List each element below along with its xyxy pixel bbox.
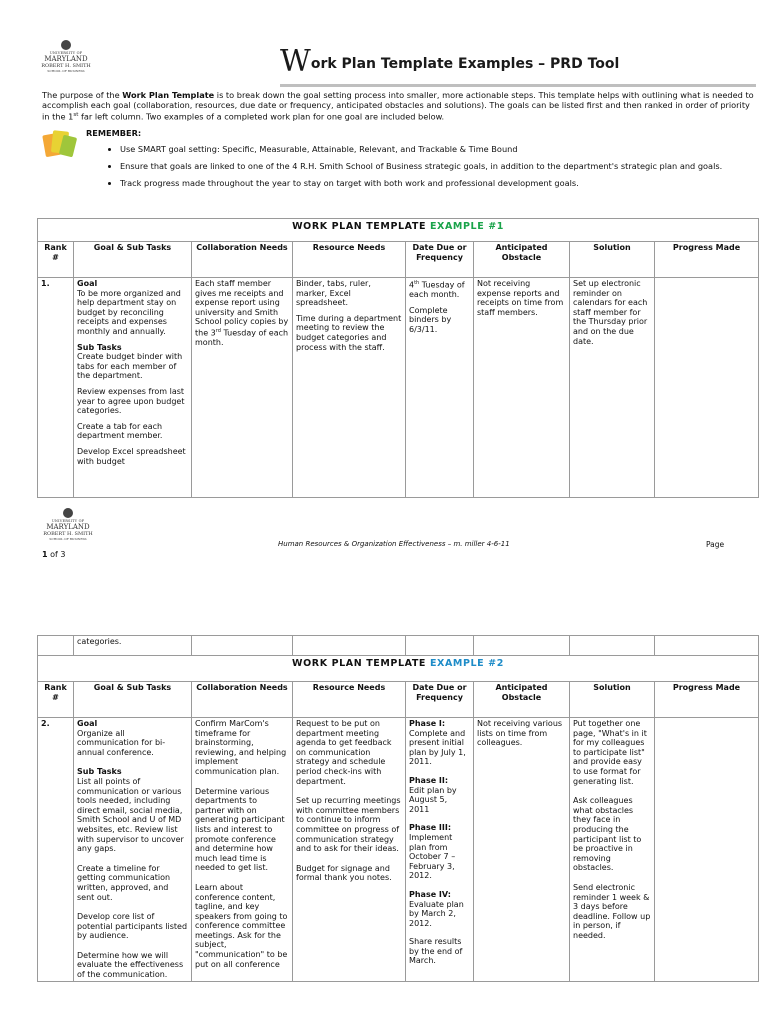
work-plan-table-example-2 — [37, 635, 759, 982]
title-rule — [280, 84, 756, 87]
table-title: WORK PLAN TEMPLATE EXAMPLE #2 — [38, 656, 759, 682]
solution-cell: Set up electronic reminder on calendars for each staff member for the Thursday prior and on the due date. — [570, 278, 655, 498]
column-header: Progress Made — [655, 682, 759, 718]
obstacle-cell: Not receiving various lists on time from colleagues. — [474, 718, 570, 982]
footer-text: Human Resources & Organization Effectiveness – m. miller 4-6-11 — [278, 540, 510, 548]
collaboration-cell: Each staff member gives me receipts and expense report using university and Smith School policy copies by the 3rd Tuesday of each month. — [192, 278, 293, 498]
rank-cell: 1. — [38, 278, 74, 498]
column-header: Solution — [570, 682, 655, 718]
rank-cell: 2. — [38, 718, 74, 982]
progress-cell — [655, 278, 759, 498]
column-header: Collaboration Needs — [192, 682, 293, 718]
remember-label: REMEMBER: — [86, 128, 142, 138]
column-header: Solution — [570, 242, 655, 278]
column-header: Date Due or Frequency — [406, 682, 474, 718]
intro-paragraph: The purpose of the Work Plan Template is to break down the goal setting process into smaller, more actionable steps. This template helps with outlining what is needed to accomplish each goal (collaboration, resources, due date or frequency, anticipated obstacles and solutions). The goals can be listed first and then ranked in order of priority in the 1st far left column. Two examples of a completed work plan for one goal are included below. — [42, 90, 754, 122]
column-header: Rank # — [38, 682, 74, 718]
table-row-continued — [38, 636, 759, 656]
footer-page-label: Page — [706, 540, 725, 549]
continued-cell: categories. — [74, 636, 192, 656]
column-header: Resource Needs — [293, 242, 406, 278]
table-row — [38, 278, 759, 498]
column-header: Goal & Sub Tasks — [74, 682, 192, 718]
footer-logo: UNIVERSITY OF MARYLAND ROBERT H. SMITH SCHOOL OF BUSINESS — [42, 508, 94, 541]
obstacle-cell: Not receiving expense reports and receipts on time from staff members. — [474, 278, 570, 498]
remember-list — [100, 144, 768, 195]
goal-cell: Goal To be more organized and help department stay on budget by reconciling receipts and expenses monthly and annually. Sub Tasks Create budget binder with tabs for each member of the department. Review expenses from last year to agree upon budget categories. Create a tab for each department member. Develop Excel spreadsheet with budget — [74, 278, 192, 498]
column-header: Progress Made — [655, 242, 759, 278]
list-item: • Ensure that goals are linked to one of the 4 R.H. Smith School of Business strategic goals, in addition to the department's strategic plan and goals. — [120, 161, 768, 171]
column-header: Rank # — [38, 242, 74, 278]
page-gap — [0, 575, 768, 630]
progress-cell — [655, 718, 759, 982]
date-cell: 4th Tuesday of each month. Complete binders by 6/3/11. — [406, 278, 474, 498]
goal-cell: Goal Organize all communication for bi-annual conference. Sub Tasks List all points of communication or various tools needed, including direct email, social media, Smith School and U of MD websites, etc. Review list with supervisor to uncover any gaps. Create a timeline for getting communication written, approved, and sent out. Develop core list of potential participants listed by audience. Determine how we will evaluate the effectiveness of the communication. — [74, 718, 192, 982]
column-header: Resource Needs — [293, 682, 406, 718]
work-plan-table-example-1 — [37, 218, 759, 498]
solution-cell: Put together one page, "What's in it for my colleagues to participate list" and provide easy to use format for generating list. Ask colleagues what obstacles they face in producing the participant list to be proactive in removing obstacles. Send electronic reminder 1 week & 3 days before deadline. Follow up in person, if needed. — [570, 718, 655, 982]
resource-cell: Binder, tabs, ruler, marker, Excel spreadsheet. Time during a department meeting to review the budget categories and process with the staff. — [293, 278, 406, 498]
column-header: Collaboration Needs — [192, 242, 293, 278]
sticky-notes-icon — [42, 128, 78, 162]
column-header: Date Due or Frequency — [406, 242, 474, 278]
page-title: Work Plan Template Examples – PRD Tool — [280, 44, 620, 79]
table-row — [38, 718, 759, 982]
page-number: 1 of 3 — [42, 550, 66, 559]
resource-cell: Request to be put on department meeting agenda to get feedback on communication strategy and schedule period check-ins with department. Set up recurring meetings with committee members to continue to inform committee on progress of communication strategy and to ask for their ideas. Budget for signage and formal thank you notes. — [293, 718, 406, 982]
list-item: • Use SMART goal setting: Specific, Measurable, Attainable, Relevant, and Trackable & Time Bound — [120, 144, 768, 154]
list-item: • Track progress made throughout the year to stay on target with both work and professional development goals. — [120, 178, 768, 188]
table-title: WORK PLAN TEMPLATE EXAMPLE #1 — [38, 219, 759, 242]
column-header: Anticipated Obstacle — [474, 682, 570, 718]
collaboration-cell: Confirm MarCom's timeframe for brainstorming, reviewing, and helping implement communication plan. Determine various departments to partner with on generating participant lists and interest to promote conference and determine how much lead time is needed to get list. Learn about conference content, tagline, and key speakers from going to conference committee meetings. Ask for the subject, "communication" to be put on all conference — [192, 718, 293, 982]
university-logo: UNIVERSITY OF MARYLAND ROBERT H. SMITH SCHOOL OF BUSINESS — [40, 40, 92, 73]
page-2 — [0, 630, 768, 1024]
column-header: Anticipated Obstacle — [474, 242, 570, 278]
university-seal-icon — [61, 40, 71, 50]
column-header: Goal & Sub Tasks — [74, 242, 192, 278]
date-cell: Phase I: Complete and present initial plan by July 1, 2011. Phase II: Edit plan by August 5, 2011 Phase III: Implement plan from October 7 – February 3, 2012. Phase IV: Evaluate plan by March 2, 2012. Share results by the end of March. — [406, 718, 474, 982]
university-seal-icon — [63, 508, 73, 518]
